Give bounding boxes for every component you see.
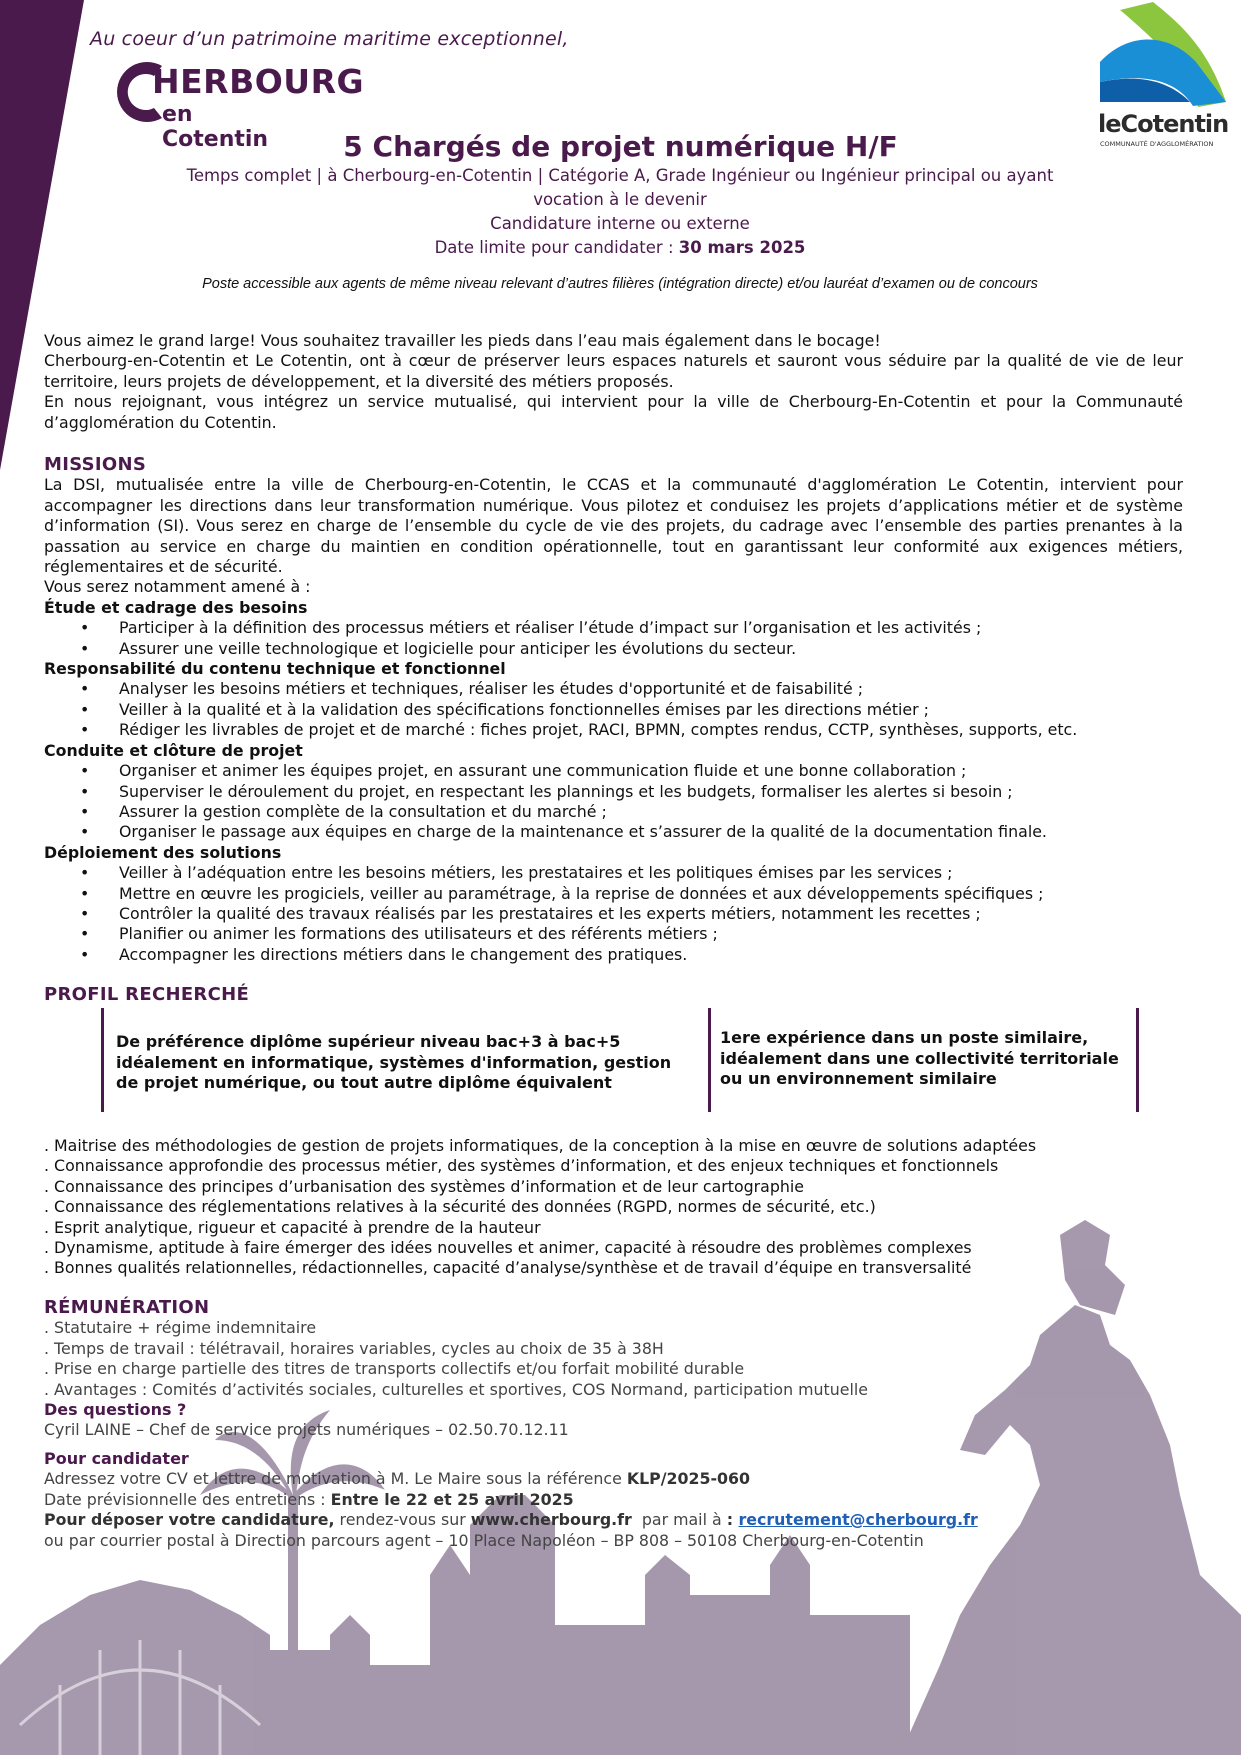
tagline: Au coeur d’un patrimoine maritime exceptionnel,	[90, 28, 569, 50]
missions-section	[44, 455, 1183, 965]
candidater-interview-line	[44, 1490, 1183, 1510]
skill-item: . Maitrise des méthodologies de gestion de projets informatiques, de la conception à la mise en œuvre de solutions adaptées	[44, 1136, 1037, 1155]
reference-code: KLP/2025-060	[626, 1469, 750, 1489]
skill-item: . Esprit analytique, rigueur et capacité à prendre de la hauteur	[44, 1217, 541, 1237]
task-list	[44, 761, 1183, 843]
interview-prefix: Date prévisionnelle des entretiens :	[44, 1489, 331, 1509]
cotentin-main-text: leCotentin	[1098, 110, 1229, 138]
list-item: • Veiller à la qualité et à la validation des spécifications fonctionnelles émises par les directions métier ;	[44, 700, 1183, 720]
task-list	[44, 679, 1183, 740]
remuneration-item: . Temps de travail : télétravail, horaires variables, cycles au choix de 35 à 38H	[44, 1338, 664, 1358]
mail-colon: :	[726, 1510, 739, 1530]
list-item: • Assurer la gestion complète de la consultation et du marché ;	[44, 802, 1183, 822]
logo-main-text: HERBOURG	[152, 62, 365, 101]
reference-prefix: Adressez votre CV et lettre de motivation à M. Le Maire sous la référence	[44, 1469, 627, 1489]
list-item: • Participer à la définition des processus métiers et réaliser l’étude d’impact sur l’organisation et les activités ;	[44, 618, 1183, 638]
subtitle-line-3: Candidature interne ou externe	[490, 214, 750, 233]
questions-contact: Cyril LAINE – Chef de service projets numériques – 02.50.70.12.11	[44, 1420, 569, 1440]
profil-box-education-text: De préférence diplôme supérieur niveau bac+3 à bac+5 idéalement en informatique, systèmes d'information, gestion de projet numérique, ou tout autre diplôme équivalent	[116, 1032, 672, 1092]
remuneration-heading: RÉMUNÉRATION	[44, 1297, 210, 1318]
profil-skills	[44, 1136, 1183, 1279]
group-title: Conduite et clôture de projet	[44, 740, 303, 760]
skill-item: . Bonnes qualités relationnelles, rédactionnelles, capacité d’analyse/synthèse et de travail d’équipe en transversalité	[44, 1258, 972, 1278]
profil-box-experience-text: 1ere expérience dans un poste similaire, idéalement dans une collectivité territoriale ou un environnement similaire	[720, 1028, 1119, 1088]
deadline-label: Date limite pour candidater :	[434, 238, 679, 257]
skill-item: . Connaissance des réglementations relatives à la sécurité des données (RGPD, normes de sécurité, etc.)	[44, 1197, 876, 1217]
profil-heading-wrap	[44, 985, 1183, 1005]
list-item: • Assurer une veille technologique et logicielle pour anticiper les évolutions du secteur.	[44, 639, 1183, 659]
candidater-heading: Pour candidater	[44, 1449, 189, 1468]
list-item: • Veiller à l’adéquation entre les besoins métiers, les prestataires et les politiques émises par les services ;	[44, 863, 1183, 883]
candidater-apply-line	[44, 1510, 1183, 1530]
subtitle-line-1: Temps complet | à Cherbourg-en-Cotentin | Catégorie A, Grade Ingénieur ou Ingénieur principal ou ayant	[186, 166, 1054, 185]
accessibility-note: Poste accessible aux agents de même niveau relevant d’autres filières (intégration directe) et/ou lauréat d’examen ou de concours	[202, 276, 1038, 292]
skill-item: . Connaissance approfondie des processus métier, des systèmes d’information, et des enjeux techniques et fonctionnels	[44, 1156, 999, 1176]
list-item: • Superviser le déroulement du projet, en respectant les plannings et les budgets, formaliser les alertes si besoin ;	[44, 782, 1183, 802]
skill-item: . Connaissance des principes d’urbanisation des systèmes d’information et de leur cartographie	[44, 1176, 804, 1196]
intro-line-1: Vous aimez le grand large! Vous souhaitez travailler les pieds dans l’eau mais également dans le bocage!	[44, 331, 881, 350]
candidater-reference-line	[44, 1469, 1183, 1489]
missions-text: La DSI, mutualisée entre la ville de Cherbourg-en-Cotentin, le CCAS et la communauté d'agglomération Le Cotentin, intervient pour accompagner les directions dans leur transformation numérique. Vous pilotez et conduisez les projets d’applications métier et de système d’information (SI). Vous serez en charge de l’ensemble du cycle de vie des projets, du cadrage avec l’ensemble des parties prenantes à la passation au service en charge du maintien en condition opérationnelle, tout en garantissant leur conformité aux exigences métiers, réglementaires et de sécurité.	[44, 475, 1183, 577]
remuneration-item: . Avantages : Comités d’activités sociales, culturelles et sportives, COS Normand, participation mutuelle	[44, 1379, 868, 1399]
intro-line-3: En nous rejoignant, vous intégrez un service mutualisé, qui intervient pour la ville de Cherbourg-En-Cotentin et pour la Communauté d’agglomération du Cotentin.	[44, 392, 1183, 432]
website-link[interactable]: www.cherbourg.fr	[470, 1510, 632, 1530]
list-item: • Contrôler la qualité des travaux réalisés par les prestataires et les experts métiers, notamment les recettes ;	[44, 904, 1183, 924]
mail-prefix: par mail à	[631, 1510, 727, 1530]
list-item: • Accompagner les directions métiers dans le changement des pratiques.	[44, 945, 1183, 965]
cotentin-wave-icon	[1098, 2, 1230, 112]
interview-dates: Entre le 22 et 25 avril 2025	[330, 1489, 574, 1509]
profil-box-education	[101, 1008, 711, 1112]
profil-box-experience	[708, 1008, 1139, 1112]
subtitle-line-2: vocation à le devenir	[533, 190, 707, 209]
task-list	[44, 618, 1183, 659]
deadline-value: 30 mars 2025	[678, 238, 806, 257]
group-title: Responsabilité du contenu technique et fonctionnel	[44, 659, 506, 679]
logo-sub-text: en Cotentin	[162, 102, 269, 152]
missions-heading: MISSIONS	[44, 454, 147, 475]
task-list	[44, 863, 1183, 965]
email-link[interactable]: recrutement@cherbourg.fr	[738, 1510, 978, 1530]
list-item: • Organiser et animer les équipes projet, en assurant une communication fluide et une bonne collaboration ;	[44, 761, 1183, 781]
profil-heading: PROFIL RECHERCHÉ	[44, 984, 250, 1005]
remuneration-item: . Statutaire + régime indemnitaire	[44, 1318, 317, 1338]
list-item: • Mettre en œuvre les progiciels, veiller au paramétrage, à la reprise de données et aux développements spécifiques ;	[44, 884, 1183, 904]
missions-lead: Vous serez notamment amené à :	[44, 577, 311, 597]
deadline	[160, 236, 1080, 260]
job-title: 5 Chargés de projet numérique H/F	[343, 130, 898, 163]
remuneration-item: . Prise en charge partielle des titres de transports collectifs et/ou forfait mobilité durable	[44, 1359, 745, 1379]
job-subtitle	[160, 164, 1080, 260]
candidater-section	[44, 1449, 1183, 1551]
list-item: • Planifier ou animer les formations des utilisateurs et des référents métiers ;	[44, 924, 1183, 944]
candidater-postal-line: ou par courrier postal à Direction parcours agent – 10 Place Napoléon – BP 808 – 50108 Cherbourg-en-Cotentin	[44, 1530, 924, 1550]
apply-text: rendez-vous sur	[334, 1510, 471, 1530]
apply-bold: Pour déposer votre candidature,	[44, 1510, 335, 1530]
skill-item: . Dynamisme, aptitude à faire émerger des idées nouvelles et animer, capacité à résoudre des problèmes complexes	[44, 1238, 972, 1258]
group-title: Déploiement des solutions	[44, 842, 282, 862]
questions-heading: Des questions ?	[44, 1400, 187, 1420]
remuneration-section	[44, 1298, 1183, 1441]
group-title: Étude et cadrage des besoins	[44, 597, 308, 617]
list-item: • Organiser le passage aux équipes en charge de la maintenance et s’assurer de la qualité de la documentation finale.	[44, 822, 1183, 842]
list-item: • Rédiger les livrables de projet et de marché : fiches projet, RACI, BPMN, comptes rendus, CCTP, synthèses, supports, etc.	[44, 720, 1183, 740]
list-item: • Analyser les besoins métiers et techniques, réaliser les études d'opportunité et de faisabilité ;	[44, 679, 1183, 699]
intro-line-2: Cherbourg-en-Cotentin et Le Cotentin, ont à cœur de préserver leurs espaces naturels et sauront vous séduire par la qualité de vie de leur territoire, leurs projets de développement, et la diversité des métiers proposés.	[44, 351, 1183, 391]
intro	[44, 331, 1183, 433]
cotentin-sub-text: COMMUNAUTÉ D'AGGLOMÉRATION	[1100, 140, 1214, 148]
